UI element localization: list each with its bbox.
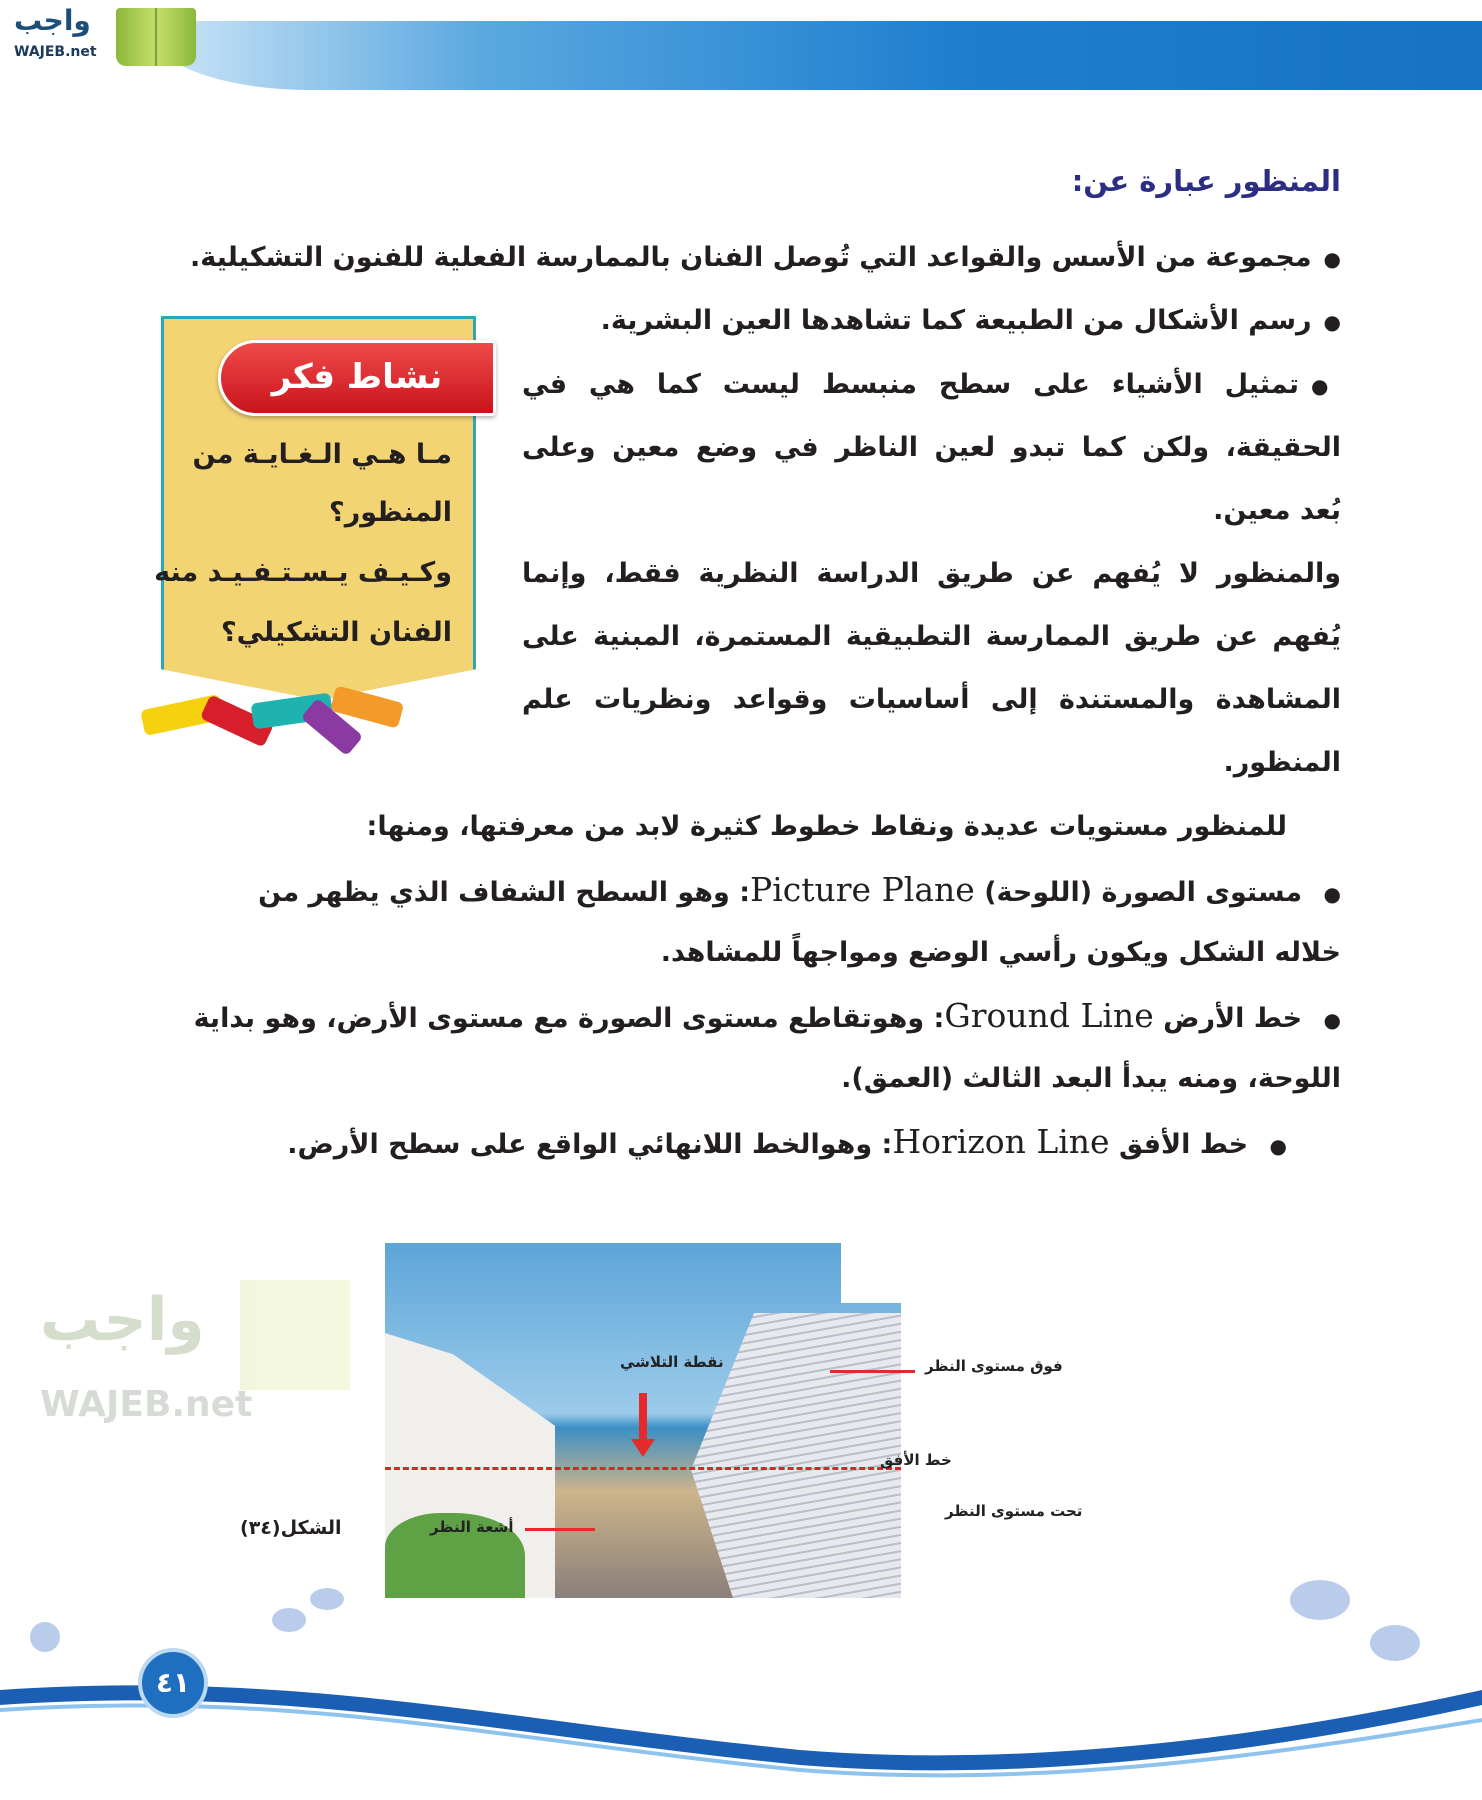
decor-dot bbox=[30, 1622, 60, 1652]
decor-dot bbox=[272, 1608, 306, 1632]
watermark-book-icon bbox=[240, 1280, 350, 1390]
term-label: خط الأفق bbox=[1118, 1129, 1249, 1160]
term-en: Ground Line bbox=[944, 996, 1154, 1035]
term-label: خط الأرض bbox=[1163, 1003, 1303, 1034]
paragraph-line: بُعد معين. bbox=[1213, 495, 1341, 526]
term-picture-plane bbox=[141, 870, 1341, 914]
watermark-ar: واجب bbox=[40, 1285, 205, 1355]
page-number: ٤١ bbox=[138, 1648, 208, 1718]
bullet-3-text: تمثيل الأشياء على سطح منبسط ليست كما هي في bbox=[522, 369, 1300, 400]
sky-cutout bbox=[841, 1243, 901, 1303]
arrow-down-icon bbox=[639, 1393, 647, 1443]
decor-dot bbox=[1290, 1580, 1350, 1620]
paint-tubes-icon bbox=[142, 680, 412, 750]
logo-text-en: WAJEB.net bbox=[14, 44, 97, 60]
decor-dot bbox=[1370, 1625, 1420, 1661]
term-desc: : وهو السطح الشفاف الذي يظهر من bbox=[258, 877, 751, 908]
wajeb-logo[interactable] bbox=[8, 4, 188, 68]
activity-ribbon: نشاط فكر bbox=[218, 340, 496, 416]
activity-question: الفنان التشكيلي؟ bbox=[220, 617, 452, 648]
intro-line: للمنظور مستويات عديدة ونقاط خطوط كثيرة لابد من معرفتها، ومنها: bbox=[366, 811, 1287, 842]
paragraph-line: المنظور. bbox=[1223, 747, 1341, 778]
activity-question: المنظور؟ bbox=[329, 497, 452, 528]
header-band bbox=[150, 21, 1482, 90]
paragraph-line: يُفهم عن طريق الممارسة التطبيقية المستمرة، المبنية على bbox=[522, 621, 1341, 652]
bullet-2: ● رسم الأشكال من الطبيعة كما تشاهدها العين البشرية. bbox=[522, 301, 1341, 342]
book-icon bbox=[116, 8, 196, 66]
section-title: المنظور عبارة عن: bbox=[1071, 164, 1341, 198]
term-ground-line bbox=[141, 996, 1341, 1040]
term-desc: : وهوالخط اللانهائي الواقع على سطح الأرض. bbox=[287, 1129, 893, 1160]
term-en: Picture Plane bbox=[750, 870, 975, 909]
activity-question: وكـيـف يـسـتـفـيـد منه bbox=[154, 557, 452, 588]
arrow-right-icon bbox=[525, 1528, 595, 1531]
watermark-en: WAJEB.net bbox=[40, 1384, 253, 1425]
term-horizon-line bbox=[287, 1122, 1287, 1166]
label-horizon: خط الأفق bbox=[880, 1451, 952, 1469]
footer-wave bbox=[0, 1660, 1482, 1800]
figure-caption: الشكل(٣٤) bbox=[240, 1517, 342, 1539]
term-desc: : وهوتقاطع مستوى الصورة مع مستوى الأرض، وهو بداية bbox=[193, 1003, 945, 1034]
bullet-3 bbox=[522, 365, 1341, 406]
bullet-1: ● مجموعة من الأسس والقواعد التي تُوصل الفنان بالممارسة الفعلية للفنون التشكيلية. bbox=[141, 238, 1341, 279]
term-label: مستوى الصورة (اللوحة) bbox=[984, 877, 1303, 908]
label-above-eye: فوق مستوى النظر bbox=[925, 1357, 1063, 1375]
term-continuation: اللوحة، ومنه يبدأ البعد الثالث (العمق). bbox=[841, 1063, 1341, 1094]
decor-dot bbox=[310, 1588, 344, 1610]
term-continuation: خلاله الشكل ويكون رأسي الوضع ومواجهاً للمشاهد. bbox=[660, 937, 1341, 968]
activity-question: مـا هـي الـغـايـة من bbox=[192, 439, 452, 470]
label-sight-rays: أشعة النظر bbox=[430, 1518, 514, 1536]
watermark bbox=[30, 1270, 370, 1470]
label-below-eye: تحت مستوى النظر bbox=[945, 1502, 1083, 1520]
paragraph-line: والمنظور لا يُفهم عن طريق الدراسة النظرية فقط، وإنما bbox=[522, 558, 1341, 589]
paragraph-line: الحقيقة، ولكن كما تبدو لعين الناظر في وضع معين وعلى bbox=[522, 432, 1341, 463]
logo-text-ar: واجب bbox=[14, 4, 91, 37]
label-vanishing-point: نقطة التلاشي bbox=[620, 1353, 724, 1371]
arrow-left-icon bbox=[830, 1370, 915, 1373]
term-en: Horizon Line bbox=[892, 1122, 1110, 1161]
paragraph-line: المشاهدة والمستندة إلى أساسيات وقواعد ونظريات علم bbox=[522, 684, 1341, 715]
perspective-figure bbox=[385, 1243, 901, 1598]
